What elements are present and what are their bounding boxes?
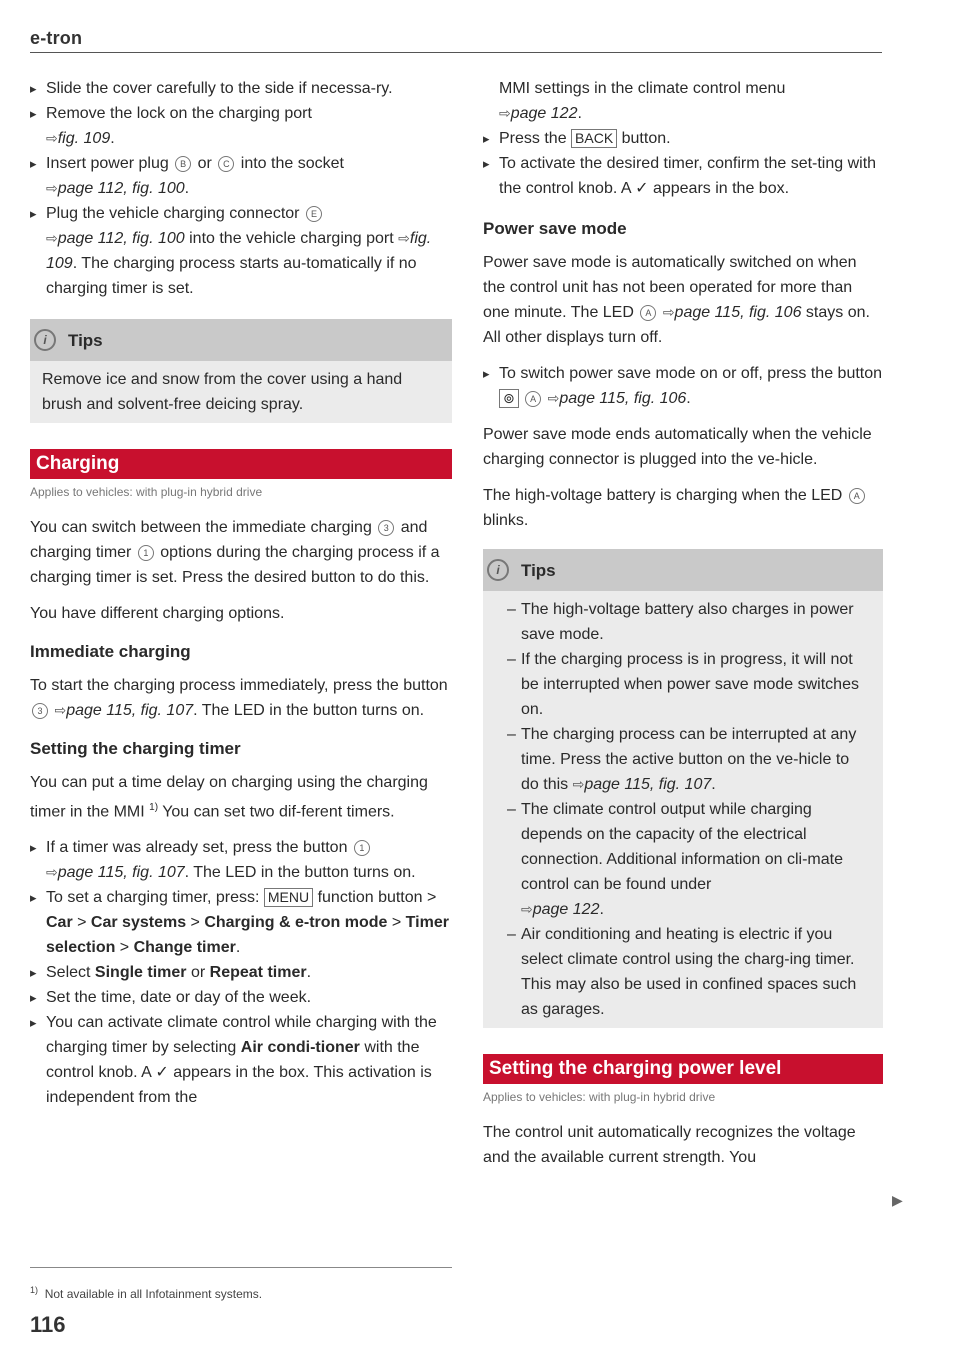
callout-marker: E xyxy=(306,206,322,222)
callout-marker: 3 xyxy=(378,520,394,536)
right-column xyxy=(483,76,883,1170)
section-title-power-level: Setting the charging power level xyxy=(483,1054,883,1084)
arrow-right-icon: ⇨ xyxy=(572,776,585,792)
step-insert-plug: ▸ Insert power plug B or C into the socket ⇨page 112, fig. 100. xyxy=(30,151,452,201)
page-reference[interactable]: ⇨page 112, fig. 100 xyxy=(46,230,185,247)
callout-marker: 3 xyxy=(32,703,48,719)
left-column xyxy=(30,76,452,1110)
arrow-right-icon: ⇨ xyxy=(46,864,58,881)
page-reference[interactable]: ⇨page 122 xyxy=(521,901,600,918)
step-press-timer: ▸ If a timer was already set, press the button 1 ⇨page 115, fig. 107. The LED in the button turns on. xyxy=(30,835,452,885)
page-number: 116 xyxy=(30,1312,66,1337)
applies-note: Applies to vehicles: with plug-in hybrid drive xyxy=(30,485,263,499)
paragraph: The control unit automatically recognizes the voltage and the available current strength. You xyxy=(483,1124,856,1166)
step-activate-timer: ▸ To activate the desired timer, confirm the set-ting with the control knob. A ✓ appears in the box. xyxy=(483,151,883,201)
subheading-immediate: Immediate charging xyxy=(30,642,191,661)
footnote-rule xyxy=(30,1267,452,1268)
step-remove-lock: ▸ Remove the lock on the charging port ⇨fig. 109. xyxy=(30,101,452,151)
page-reference[interactable]: ⇨page 112, fig. 100 xyxy=(46,180,185,197)
step-climate-control: ▸ You can activate climate control while charging with the charging timer by selecting Air condi-tioner with the control knob. A ✓ appears in the box. This activation is independent from the xyxy=(30,1010,452,1110)
arrow-right-icon: ⇨ xyxy=(46,230,58,246)
paragraph: You have different charging options. xyxy=(30,605,285,622)
tips-header: i Tips xyxy=(483,549,883,591)
page-reference[interactable]: ⇨page 115, fig. 106 xyxy=(547,390,687,407)
arrow-right-icon: ⇨ xyxy=(398,230,410,246)
paragraph: Power save mode ends automatically when the vehicle charging connector is plugged into the ve-hicle. xyxy=(483,426,872,468)
arrow-right-icon: ⇨ xyxy=(499,105,511,121)
page-reference[interactable]: ⇨page 115, fig. 107 xyxy=(46,864,185,882)
callout-marker: C xyxy=(218,156,234,172)
callout-marker: A xyxy=(640,305,656,321)
tip-item: – The high-voltage battery also charges in power save mode. xyxy=(495,597,871,647)
step-slide-cover: ▸ Slide the cover carefully to the side if necessa-ry. xyxy=(30,76,452,101)
section-title-charging: Charging xyxy=(30,449,452,479)
paragraph-continued: MMI settings in the climate control menu ⇨page 122. xyxy=(499,80,786,122)
figure-reference[interactable]: ⇨fig. 109 xyxy=(46,130,111,147)
arrow-right-icon: ⇨ xyxy=(54,702,67,718)
info-icon: i xyxy=(34,329,56,351)
back-key: BACK xyxy=(571,129,617,148)
page-reference[interactable]: ⇨page 115, fig. 107 xyxy=(572,776,712,793)
paragraph: To start the charging process immediately, press the button 3 ⇨page 115, fig. 107. The LED in the button turns on. xyxy=(30,677,448,719)
tips-header: i Tips xyxy=(30,319,452,361)
callout-marker: 1 xyxy=(138,545,154,561)
callout-marker: 1 xyxy=(354,840,370,856)
arrow-right-icon: ⇨ xyxy=(46,180,58,196)
paragraph: Power save mode is automatically switched on when the control unit has not been operated for more than one minute. The LED A ⇨page 115, fig. 106 stays on. All other displays turn off. xyxy=(483,254,870,346)
arrow-right-icon: ⇨ xyxy=(662,304,675,320)
page-reference[interactable]: ⇨page 115, fig. 106 xyxy=(662,304,802,321)
info-icon: i xyxy=(487,559,509,581)
page-header: e-tron xyxy=(30,28,83,48)
paragraph: You can switch between the immediate charging 3 and charging timer 1 options during the charging process if a charging timer is set. Press the desired button to do this. xyxy=(30,519,440,586)
arrow-right-icon: ⇨ xyxy=(547,390,560,406)
arrow-right-icon: ⇨ xyxy=(46,130,58,146)
continue-arrow-icon: ▶ xyxy=(892,1192,903,1208)
tip-item: – The climate control output while charging depends on the capacity of the electrical connection. Additional information on cli-mate control can be found under ⇨page 122. xyxy=(495,797,871,922)
callout-marker: A xyxy=(849,488,865,504)
header-rule xyxy=(30,52,882,53)
callout-marker: A xyxy=(525,391,541,407)
paragraph: You can put a time delay on charging using the charging timer in the MMI $^{1)}$ You can set two dif-ferent timers. xyxy=(30,774,428,821)
footnote: $^{1)}$ Not available in all Infotainment systems. xyxy=(30,1285,263,1301)
step-plug-connector: ▸ Plug the vehicle charging connector E ⇨page 112, fig. 100 into the vehicle charging port ⇨fig. 109. The charging process starts au-tomatically if no charging timer is set. xyxy=(30,201,452,301)
page-reference[interactable]: ⇨page 122 xyxy=(499,105,578,122)
step-set-timer: ▸ To set a charging timer, press: MENU function button > Car > Car systems > Charging & e-tron mode > Timer selection > Change timer. xyxy=(30,885,452,960)
power-save-key: ⊚ xyxy=(499,389,519,408)
tip-item: – Air conditioning and heating is electric if you select climate control using the charg-ing timer. This may also be used in confined spaces such as garages. xyxy=(495,922,871,1022)
step-press-back: ▸ Press the BACK button. xyxy=(483,126,883,151)
subheading-timer: Setting the charging timer xyxy=(30,739,241,758)
subheading-power-save: Power save mode xyxy=(483,219,627,238)
menu-key: MENU xyxy=(264,888,313,907)
tips-box xyxy=(483,549,883,1028)
step-toggle-power-save: ▸ To switch power save mode on or off, press the button ⊚ A ⇨page 115, fig. 106. xyxy=(483,361,883,411)
tip-item: – The charging process can be interrupted at any time. Press the active button on the ve-hicle to do this ⇨page 115, fig. 107. xyxy=(495,722,871,797)
arrow-right-icon: ⇨ xyxy=(521,901,533,917)
tips-box xyxy=(30,319,452,423)
paragraph: The high-voltage battery is charging when the LED A blinks. xyxy=(483,483,883,533)
step-set-time: ▸ Set the time, date or day of the week. xyxy=(30,985,452,1010)
step-select-timer: ▸ Select Single timer or Repeat timer. xyxy=(30,960,452,985)
tip-item: – If the charging process is in progress, it will not be interrupted when power save mode switches on. xyxy=(495,647,871,722)
tips-text: Remove ice and snow from the cover using a hand brush and solvent-free deicing spray. xyxy=(42,371,403,413)
callout-marker: B xyxy=(175,156,191,172)
page-reference[interactable]: ⇨page 115, fig. 107 xyxy=(54,702,194,719)
figure-reference[interactable]: ⇨fig. 109 xyxy=(46,230,432,272)
applies-note: Applies to vehicles: with plug-in hybrid drive xyxy=(483,1090,716,1104)
